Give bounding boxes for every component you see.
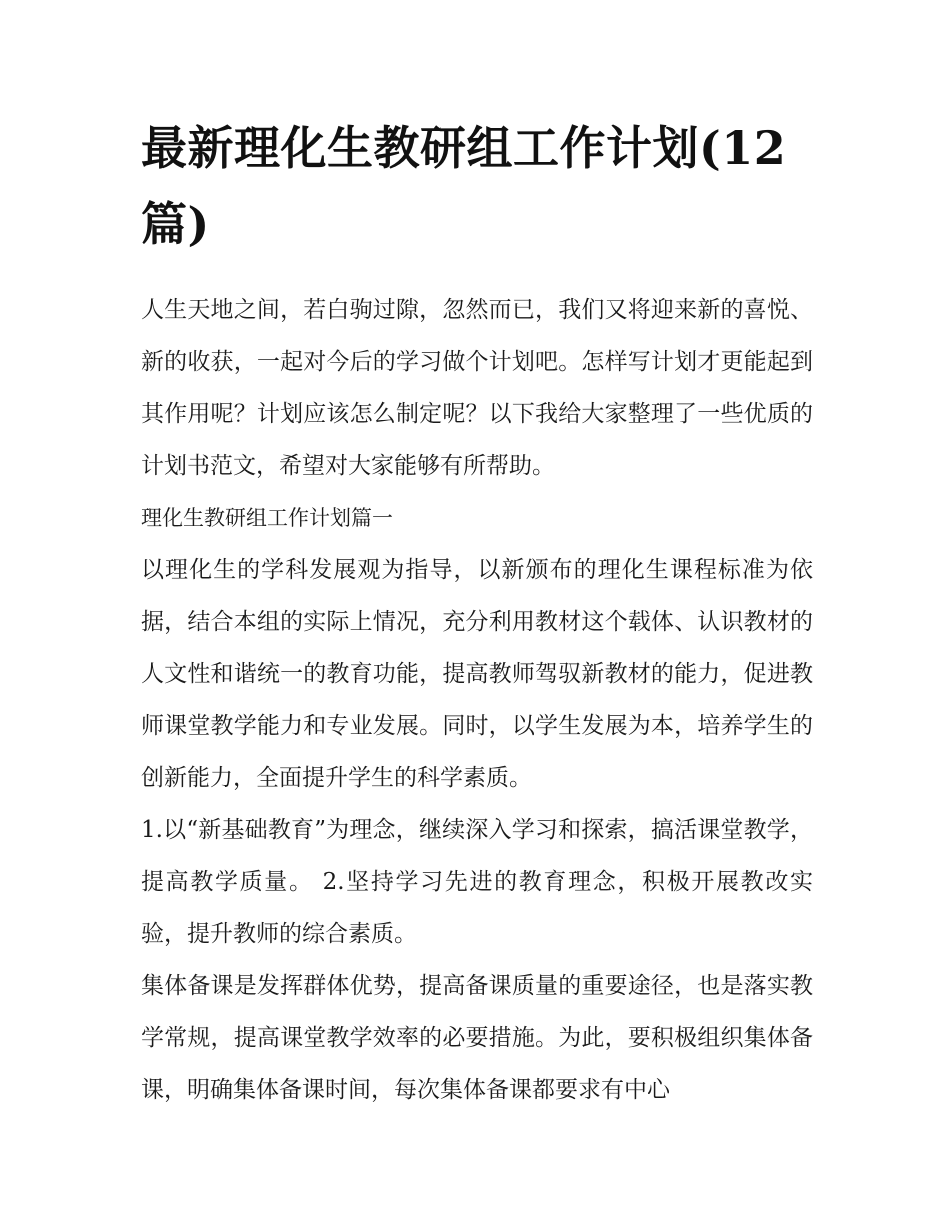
document-page [141, 110, 813, 1116]
section-heading: 理化生教研组工作计划篇一 [141, 506, 393, 530]
body-paragraph: 1.以“新基础教育”为理念，继续深入学习和探索，搞活课堂教学，提高教学质量。 2.坚持学习先进的教育理念，积极开展教改实验，提升教师的综合素质。 [141, 817, 813, 947]
document-title: 最新理化生教研组工作计划(12篇) [141, 121, 787, 251]
intro-paragraph: 人生天地之间，若白驹过隙，忽然而已，我们又将迎来新的喜悦、新的收获，一起对今后的学习做个计划吧。怎样写计划才更能起到其作用呢？计划应该怎么制定呢？以下我给大家整理了一些优质的计划书范文，希望对大家能够有所帮助。 [141, 297, 813, 479]
body-paragraph: 集体备课是发挥群体优势，提高备课质量的重要途径，也是落实教学常规，提高课堂教学效率的必要措施。为此，要积极组织集体备课，明确集体备课时间，每次集体备课都要求有中心 [141, 973, 813, 1103]
body-paragraph: 以理化生的学科发展观为指导，以新颁布的理化生课程标准为依据，结合本组的实际上情况，充分利用教材这个载体、认识教材的人文性和谐统一的教育功能，提高教师驾驭新教材的能力，促进教师课堂教学能力和专业发展。同时，以学生发展为本，培养学生的创新能力，全面提升学生的科学素质。 [141, 557, 813, 791]
